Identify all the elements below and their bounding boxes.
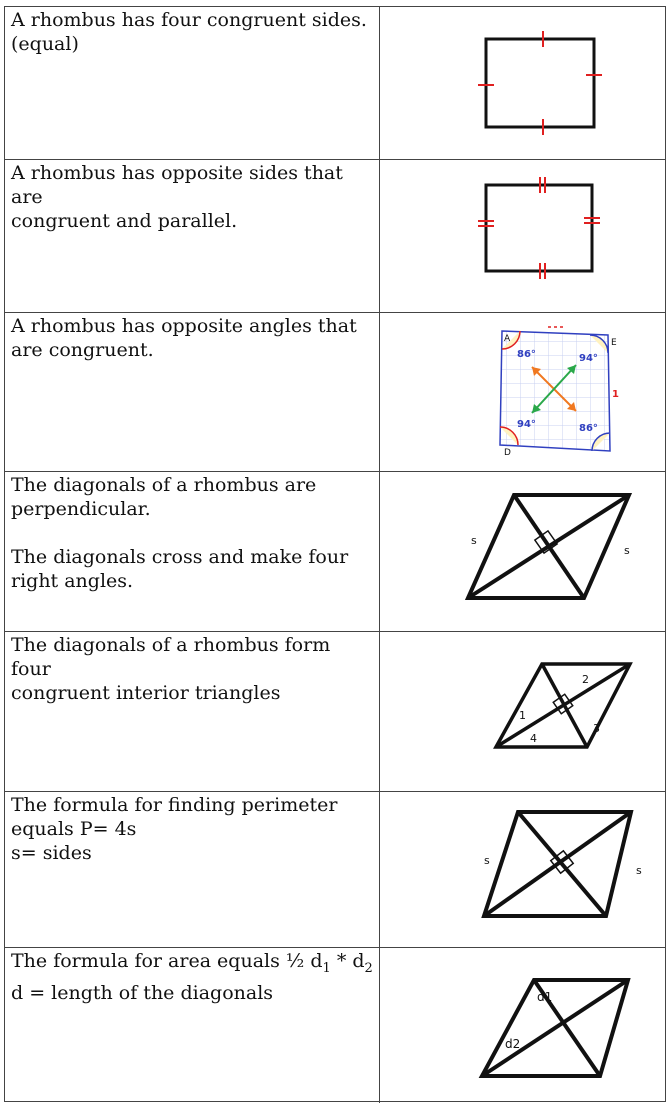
triangle-label: 3 <box>593 722 600 735</box>
perimeter-figure <box>380 792 667 948</box>
figure-cell <box>380 160 665 312</box>
text-line: The formula for finding perimeter <box>11 794 338 816</box>
text-line: A rhombus has opposite angles that <box>11 315 357 337</box>
text-line: s= sides <box>11 842 92 864</box>
vertex-label: A <box>504 334 511 344</box>
figure-cell <box>380 472 665 631</box>
triangle-label: 2 <box>582 673 589 686</box>
perpendicular-diagonals-figure <box>380 472 667 632</box>
formula-text: The formula for area equals ½ d <box>11 950 323 972</box>
formula-text: * d <box>330 950 365 972</box>
text-line: A rhombus has opposite sides that are <box>11 162 349 208</box>
table-row <box>5 313 665 472</box>
table-row <box>5 632 665 792</box>
vertex-label: D <box>504 448 511 458</box>
figure-cell <box>380 7 665 159</box>
diagonal <box>518 812 606 916</box>
property-text <box>5 313 380 471</box>
side-label: s <box>624 544 630 557</box>
text-line: are congruent. <box>11 339 154 361</box>
figure-cell <box>380 632 665 791</box>
side-label: s <box>484 854 490 867</box>
property-text <box>5 632 380 791</box>
text-line: The diagonals cross and make four <box>11 546 349 568</box>
table-row <box>5 792 665 948</box>
text-line: d = length of the diagonals <box>11 981 274 1004</box>
text-line: congruent and parallel. <box>11 210 238 232</box>
text-line: A rhombus has four congruent sides. <box>11 9 367 31</box>
property-text <box>5 948 380 1103</box>
angle-label: 86° <box>517 349 536 360</box>
table-row <box>5 472 665 632</box>
side-label: s <box>636 864 642 877</box>
angle-label: 86° <box>579 423 598 434</box>
text-line: (equal) <box>11 33 79 55</box>
rhombus-properties-table <box>4 6 666 1102</box>
text-line: perpendicular. <box>11 498 151 520</box>
area-figure <box>380 948 667 1103</box>
text-line: The diagonals of a rhombus are <box>11 474 317 496</box>
side-label: 1 <box>612 389 619 400</box>
table-row <box>5 7 665 160</box>
property-text <box>5 7 380 159</box>
rhombus-shape <box>486 39 594 127</box>
property-text <box>5 160 380 312</box>
triangle-label: 1 <box>519 709 526 722</box>
side-label: s <box>471 534 477 547</box>
formula-subscript: 1 <box>322 960 331 976</box>
diagonal-label: d2 <box>505 1037 521 1051</box>
angle-label: 94° <box>517 419 536 430</box>
diagonal-label: d1 <box>537 990 553 1004</box>
figure-cell <box>380 948 665 1103</box>
table-row <box>5 948 665 1103</box>
formula-subscript: 2 <box>364 960 373 976</box>
vertex-label: E <box>611 338 617 348</box>
triangle-label: 4 <box>530 732 537 745</box>
text-line <box>11 521 373 545</box>
interior-triangles-figure <box>380 632 667 792</box>
text-line: The diagonals of a rhombus form four <box>11 634 337 680</box>
figure-cell <box>380 313 665 471</box>
angles-figure <box>380 313 667 472</box>
angle-label: 94° <box>579 353 598 364</box>
area-formula-line <box>11 949 373 981</box>
text-line: congruent interior triangles <box>11 682 281 704</box>
text-line: right angles. <box>11 570 134 592</box>
rhombus-shape <box>486 185 592 271</box>
square-tick-figure <box>380 7 667 160</box>
table-row <box>5 160 665 313</box>
square-double-tick-figure <box>380 160 667 313</box>
text-line: equals P= 4s <box>11 818 137 840</box>
property-text <box>5 792 380 947</box>
property-text <box>5 472 380 631</box>
figure-cell <box>380 792 665 947</box>
